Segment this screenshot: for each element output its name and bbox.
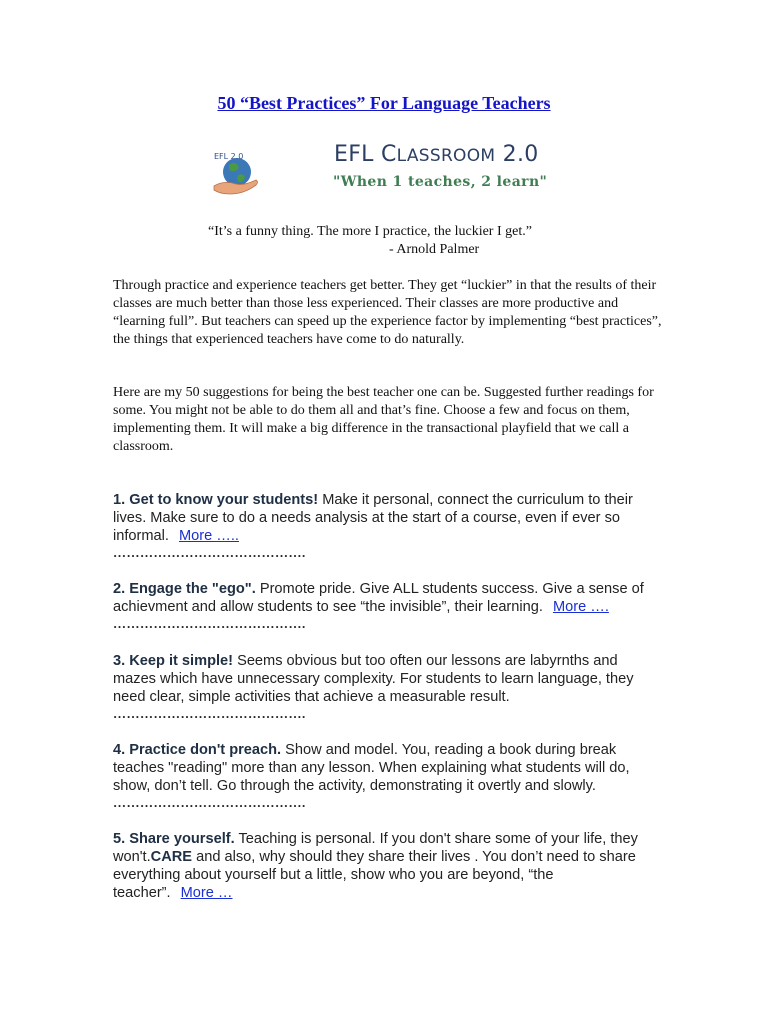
intro-paragraph-1: Through practice and experience teachers get better. They get “luckier” in that the results of their classes are much better than those less experienced. Their classes are more productive and “learning full”. But teachers can speed up the experience factor by implementing “best practices”, the things that experienced teachers have come to do naturally. xyxy=(113,278,662,347)
separator: ……………………………………. xyxy=(113,706,306,721)
quote-author: - Arnold Palmer xyxy=(389,242,480,257)
practice-item-4 xyxy=(113,741,658,811)
logo-tagline: "When 1 teaches, 2 learn" xyxy=(333,174,548,190)
page-title xyxy=(0,93,768,114)
practice-item-1 xyxy=(113,491,658,561)
practice-heading: 3. Keep it simple! xyxy=(113,653,234,669)
intro-paragraph-2: Here are my 50 suggestions for being the best teacher one can be. Suggested further readings for some. You might not be able to do them all and that’s fine. Choose a few and focus on them, implementing them. It will make a big difference in the transactional playfield that we call a classroom. xyxy=(113,385,654,454)
practice-item-2 xyxy=(113,580,658,632)
logo-title-main: EFL C xyxy=(334,142,397,167)
logo-icon-text: EFL 2.0 xyxy=(214,152,244,161)
practice-text: Make it personal, connect the curriculum to their lives. Make sure to do a needs analysis at the start of a course, even if ever so informal. xyxy=(113,492,633,544)
more-link[interactable]: More ….. xyxy=(178,528,239,544)
quote-text: “It’s a funny thing. The more I practice, the luckier I get.” xyxy=(208,224,532,239)
practice-text-continued: and also, why should they share their lives . You don’t need to share everything about yourself but a little, show who you are beyond, “the teacher”. xyxy=(113,849,636,901)
more-link[interactable]: More …. xyxy=(552,599,609,615)
logo-title-version: 2.0 xyxy=(495,142,539,167)
separator: ……………………………………. xyxy=(113,795,306,810)
logo-title-smallcaps: LASSROOM xyxy=(396,146,496,166)
practice-heading: 1. Get to know your students! xyxy=(113,492,319,508)
practice-item-3 xyxy=(113,652,658,722)
practice-text: Show and model. You, reading a book during break teaches "reading" more than any lesson. When explaining what students will do, show, don’t tell. Go through the activity, demonstrating it overtly and slowly. xyxy=(113,742,630,794)
page-title-link[interactable]: 50 “Best Practices” For Language Teachers xyxy=(217,93,551,113)
practice-heading: 5. Share yourself. xyxy=(113,831,235,847)
practice-text: Promote pride. Give ALL students success. Give a sense of achievment and allow students to see “the invisible”, their learning. xyxy=(113,581,644,615)
practice-text: Seems obvious but too often our lessons are labyrnths and mazes which have unnecessary complexity. For students to learn language, they need clear, simple activities that achieve a measurable result. xyxy=(113,653,634,705)
globe-in-hand-icon xyxy=(210,148,262,198)
more-link[interactable]: More … xyxy=(180,885,233,901)
logo-title xyxy=(334,142,539,167)
practice-item-5 xyxy=(113,830,658,902)
practice-text: Teaching is personal. If you don't share some of your life, they won't. xyxy=(113,831,638,865)
practice-heading: 4. Practice don't preach. xyxy=(113,742,282,758)
separator: ……………………………………. xyxy=(113,616,306,631)
care-emphasis: CARE xyxy=(150,849,193,865)
practice-heading: 2. Engage the "ego". xyxy=(113,581,256,597)
separator: ……………………………………. xyxy=(113,545,306,560)
